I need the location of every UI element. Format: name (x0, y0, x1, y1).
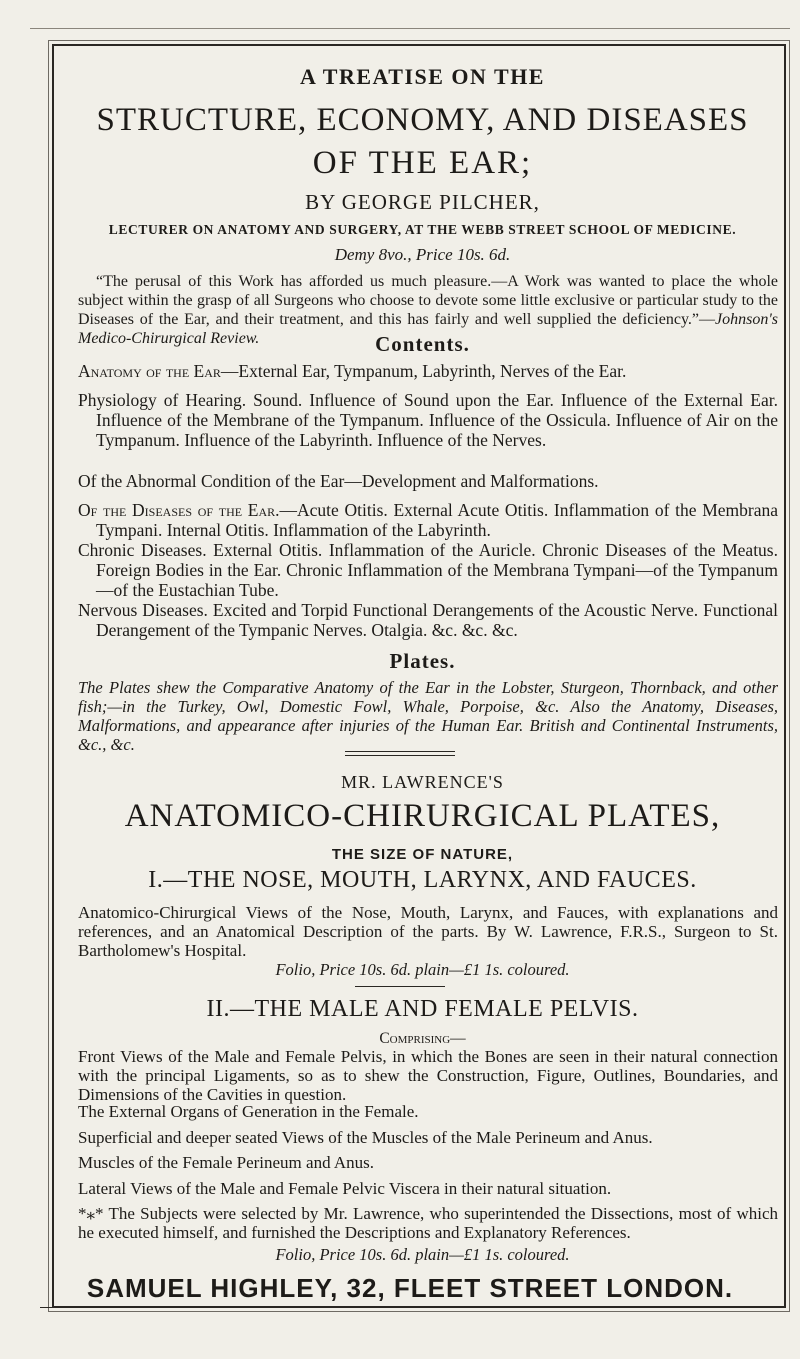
title-line-1: STRUCTURE, ECONOMY, AND DISEASES (96, 102, 749, 138)
quote-text: “The perusal of this Work has afforded us much pleasure.—A Work was wanted to place the whole subject within the grasp of all Surgeons who choose to devote some little exclusive or particular study to the Diseases of the Ear, and their treatment, and this has fairly and well supplied the deficiency.”— (78, 273, 778, 328)
lawrence-name: MR. LAWRENCE'S (341, 772, 504, 792)
entry-text: Nervous Diseases. Excited and Torpid Functional Derangements of the Acoustic Nerve. Functional Derangement of the Tympanic Nerves. Otalgia. &c. &c. &c. (78, 600, 778, 640)
contents-entry-physiology (78, 390, 778, 450)
entry-text: .—Acute Otitis. External Acute Otitis. Inflammation of the Membrana Tympani. Internal Otitis. Inflammation of the Labyrinth. (96, 500, 778, 540)
publisher-footer: SAMUEL HIGHLEY, 32, FLEET STREET LONDON. (86, 1273, 734, 1303)
footer-rule (40, 1307, 780, 1308)
part2-description: Front Views of the Male and Female Pelvis, in which the Bones are seen in their natural connection with the principal Ligaments, so as to shew the Construction, Figure, Outlines, Boundaries, and Dimensions of the Cavities in question. (78, 1047, 778, 1104)
entry-text: Physiology of Hearing. Sound. Influence of Sound upon the Ear. Influence of the External Ear. Influence of the Membrane of the Tympanum. Influence of the Ossicula. Influence of Air on the Tympanum. Influence of the Labyrinth. Influence of the Nerves. (78, 390, 778, 450)
contents-entry-anatomy (78, 361, 778, 381)
part2-list-item: Lateral Views of the Male and Female Pelvic Viscera in their natural situation. (78, 1179, 612, 1198)
entry-text: —External Ear, Tympanum, Labyrinth, Nerves of the Ear. (220, 361, 627, 381)
book-price: Demy 8vo., Price 10s. 6d. (334, 245, 511, 264)
author: BY GEORGE PILCHER, (305, 190, 540, 214)
part2-list-item: The External Organs of Generation in the Female. (78, 1102, 419, 1121)
lawrence-size: THE SIZE OF NATURE, (331, 846, 514, 863)
entry-text-chronic: Chronic Diseases. External Otitis. Inflammation of the Auricle. Chronic Diseases of the Meatus. Foreign Bodies in the Ear. Chronic Inflammation of the Membrana Tympani—of the Tympanum—of the Eustachian Tube. (78, 540, 778, 600)
entry-lead: Anatomy of the Ear (78, 361, 221, 381)
quote-source: Johnson's Medico-Chirurgical Review. (78, 311, 778, 347)
part1-price: Folio, Price 10s. 6d. plain—£1 1s. coloured. (275, 960, 570, 979)
entry-text: Of the Abnormal Condition of the Ear—Development and Malformations. (78, 471, 599, 491)
contents-entry-nervous (78, 600, 778, 640)
part1-description: Anatomico-Chirurgical Views of the Nose, Mouth, Larynx, and Fauces, with explanations and references, and an Anatomical Description of the parts. By W. Lawrence, F.R.S., Surgeon to St. Bartholomew's Hospital. (78, 903, 778, 960)
part2-list-item: Superficial and deeper seated Views of the Muscles of the Male Perineum and Anus. (78, 1128, 653, 1147)
treatise-line: A TREATISE ON THE (300, 64, 545, 89)
section-divider (345, 751, 455, 756)
title-line-2: OF THE EAR; (312, 145, 533, 181)
plates-description: The Plates shew the Comparative Anatomy of the Ear in the Lobster, Sturgeon, Thornback, and other fish;—in the Turkey, Owl, Domestic Fowl, Whale, Porpoise, &c. Also the Anatomy, Diseases, Malformations, and appearance after injuries of the Human Ear. British and Continental Instruments, &c., &c. (78, 678, 778, 754)
part2-price: Folio, Price 10s. 6d. plain—£1 1s. coloured. (275, 1245, 570, 1264)
part2-list-item: Muscles of the Female Perineum and Anus. (78, 1153, 375, 1172)
top-rule (30, 28, 790, 29)
plates-heading: Plates. (389, 649, 456, 673)
author-position: LECTURER ON ANATOMY AND SURGERY, AT THE WEBB STREET SCHOOL OF MEDICINE. (108, 222, 737, 237)
contents-entry-diseases (78, 500, 778, 600)
contents-entry-abnormal (78, 471, 778, 491)
entry-lead: Of the Diseases of the Ear (78, 500, 276, 520)
part-divider (355, 986, 445, 987)
part2-note: *⁎* The Subjects were selected by Mr. Lawrence, who superintended the Dissections, most of which he executed himself, and furnished the Descriptions and Explanatory References. (78, 1204, 778, 1242)
part1-title: I.—THE NOSE, MOUTH, LARYNX, AND FAUCES. (148, 867, 697, 893)
lawrence-title: ANATOMICO-CHIRURGICAL PLATES, (124, 798, 721, 834)
part2-comprising: Comprising— (379, 1030, 466, 1047)
contents-heading: Contents. (375, 332, 470, 356)
part2-title: II.—THE MALE AND FEMALE PELVIS. (206, 996, 639, 1022)
